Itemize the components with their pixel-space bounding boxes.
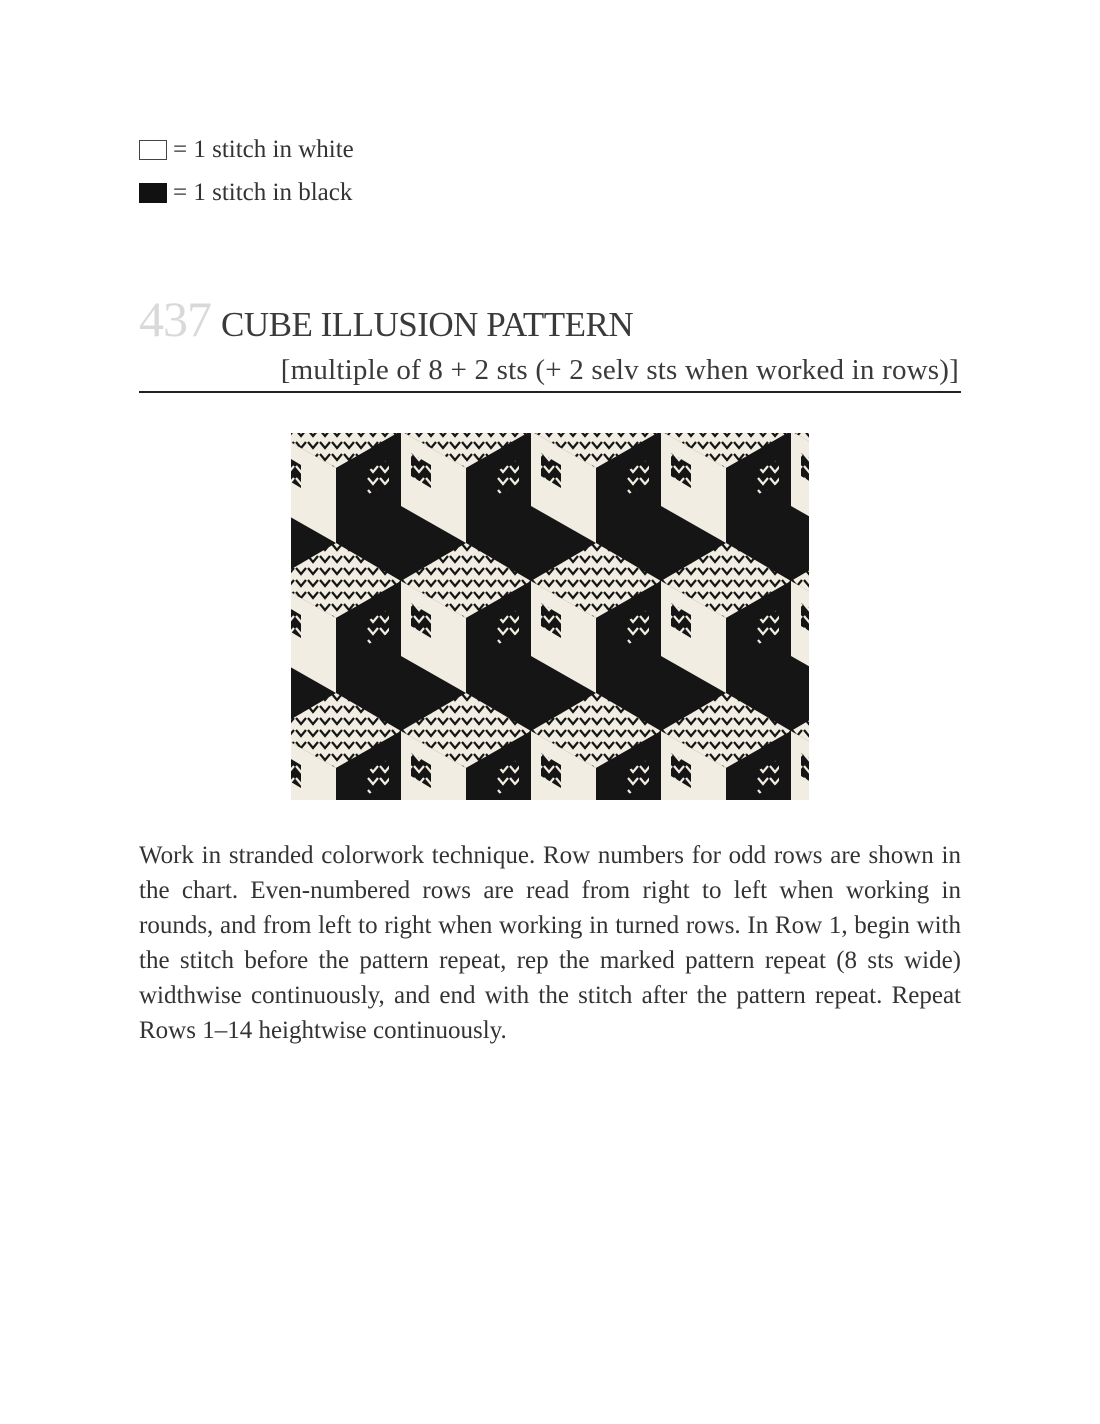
title-line xyxy=(139,290,961,350)
cube-pattern-fill xyxy=(291,433,809,800)
legend-item-white xyxy=(139,128,354,171)
legend-label-white: = 1 stitch in white xyxy=(173,135,354,163)
pattern-number: 437 xyxy=(139,291,211,347)
heading-divider xyxy=(139,391,961,393)
knit-swatch-photo xyxy=(291,433,809,800)
pattern-instructions: Work in stranded colorwork technique. Row numbers for odd rows are shown in the chart. Even-numbered rows are read from right to left when working in rounds, and from left to right when working in turned rows. In Row 1, begin with the stitch before the pattern repeat, rep the marked pattern repeat (8 sts wide) widthwise continuously, and end with the stitch after the pattern repeat. Repeat Rows 1–14 heightwise continuously. xyxy=(139,842,961,1044)
pattern-heading xyxy=(139,290,961,393)
black-swatch-icon xyxy=(139,183,167,203)
pattern-subtitle: [multiple of 8 + 2 sts (+ 2 selv sts when worked in rows)] xyxy=(280,354,959,386)
legend-label-black: = 1 stitch in black xyxy=(173,178,353,206)
legend-item-black xyxy=(139,171,354,214)
white-swatch-icon xyxy=(139,140,167,160)
pattern-title: CUBE ILLUSION PATTERN xyxy=(221,305,634,344)
color-legend xyxy=(139,128,354,214)
